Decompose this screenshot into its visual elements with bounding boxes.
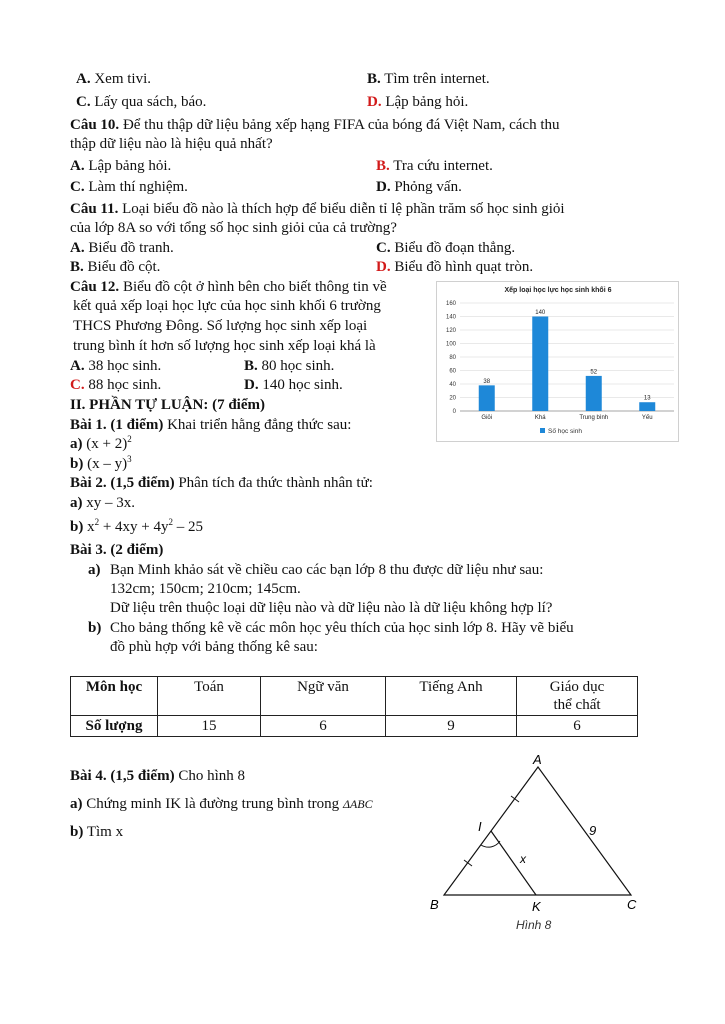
q11-option-d (376, 258, 533, 276)
q10-option-a (70, 157, 171, 175)
q9-option-a-text: Xem tivi. (90, 71, 152, 87)
legend-swatch (540, 428, 545, 433)
q10-stem-line2: thập dữ liệu nào là hiệu quả nhất? (70, 136, 273, 152)
bai1-a-expr: (x + 2) (82, 436, 128, 452)
bai1-b-letter: b) (70, 456, 84, 472)
q12-stem-line3 (73, 317, 367, 335)
bai2-a-expr: xy – 3x. (82, 495, 135, 511)
table-cell (517, 677, 638, 716)
table-cell-line2: thể chất (553, 697, 601, 713)
favorite-subjects-table (70, 676, 638, 737)
triangle-figure (420, 745, 650, 945)
label-c: C (627, 897, 637, 912)
x-category-label: Khá (534, 415, 546, 421)
table-cell: Tiếng Anh (386, 677, 517, 716)
bai3-b-line2: đồ phù hợp với bảng thống kê sau: (110, 639, 318, 655)
bai2-b-term1: x (83, 519, 95, 535)
q10-option-d (376, 178, 462, 196)
q9-option-a (76, 70, 151, 88)
y-tick-label: 120 (445, 328, 456, 335)
table-header-count: Số lượng (71, 716, 158, 737)
bar (479, 385, 495, 411)
table-cell: 15 (158, 716, 261, 737)
q10-option-c-text: Làm thí nghiệm. (84, 179, 188, 195)
bai1-a-letter: a) (70, 436, 83, 452)
bai3-a-line3: Dữ liệu trên thuộc loại dữ liệu nào và dữ liệu nào là dữ liệu không hợp lí? (110, 600, 553, 616)
q10-option-a-text: Lập bảng hỏi. (84, 158, 172, 174)
q11-label: Câu 11. (70, 201, 119, 217)
y-tick-label: 0 (452, 409, 456, 416)
q10-option-b-letter: B. (376, 158, 390, 174)
q12-option-a-letter: A. (70, 358, 85, 374)
y-tick-label: 140 (445, 314, 456, 321)
bai3-b-letter: b) (88, 620, 102, 636)
angle-mark (481, 841, 500, 847)
bai1-heading (70, 416, 351, 434)
bai1-text: Khai triển hằng đẳng thức sau: (163, 417, 352, 433)
bar (532, 317, 548, 412)
bai2-a (70, 494, 135, 512)
bar-value-label: 13 (643, 395, 651, 402)
table-cell: 9 (386, 716, 517, 737)
q12-label: Câu 12. (70, 279, 120, 295)
table-cell-line1: Giáo dục (549, 679, 605, 695)
legend-label: Số học sinh (548, 428, 582, 435)
q12-option-d (244, 376, 343, 394)
q9-option-a-letter: A. (76, 71, 91, 87)
q12-option-c-text: 88 học sinh. (84, 377, 162, 393)
bai1-b-expr: (x – y) (83, 456, 128, 472)
q9-option-b-letter: B. (367, 71, 381, 87)
q12-line1-text: Biểu đồ cột ở hình bên cho biết thông tin về (119, 279, 387, 295)
q12-option-a (70, 357, 161, 375)
q11-stem-line1 (70, 200, 565, 218)
bar-value-label: 38 (483, 378, 491, 385)
y-tick-label: 60 (449, 368, 456, 375)
q11-option-a-letter: A. (70, 240, 85, 256)
q10-option-d-text: Phỏng vấn. (390, 179, 462, 195)
bai2-text: Phân tích đa thức thành nhân tử: (174, 475, 373, 491)
q12-option-d-letter: D. (244, 377, 259, 393)
q11-option-b-letter: B. (70, 259, 84, 275)
figure-caption: Hình 8 (516, 918, 552, 932)
q12-option-d-text: 140 học sinh. (258, 377, 343, 393)
q11-option-a-text: Biểu đồ tranh. (84, 240, 174, 256)
tick-mark-ai (511, 796, 519, 802)
bai2-label: Bài 2. (1,5 điểm) (70, 475, 175, 491)
bai2-b-exp1: 2 (94, 517, 100, 527)
bai2-b (70, 518, 203, 536)
chart-title: Xếp loại học lực học sinh khối 6 (504, 287, 612, 294)
q12-option-c-letter: C. (70, 377, 85, 393)
q10-option-b (376, 157, 493, 175)
segment-ik (491, 831, 536, 895)
table-row (71, 677, 638, 716)
label-side-ac: 9 (589, 823, 597, 838)
bai4-b-letter: b) (70, 824, 84, 840)
q11-option-c-text: Biểu đồ đoạn thẳng. (390, 240, 516, 256)
bai2-heading (70, 474, 373, 492)
bar-value-label: 140 (535, 310, 546, 316)
bai1-a-exponent: 2 (127, 434, 132, 444)
bai3-b-line1: Cho bảng thống kê về các môn học yêu thích của học sinh lớp 8. Hãy vẽ biểu (110, 620, 574, 636)
bai1-label: Bài 1. (1 điểm) (70, 417, 164, 433)
q11-stem-line2: của lớp 8A so với tổng số học sinh giỏi của cả trường? (70, 220, 397, 236)
bai4-a-triangle: ΔABC (342, 797, 373, 811)
bai3-a-line2: 132cm; 150cm; 210cm; 145cm. (110, 581, 301, 597)
q11-option-c (376, 239, 515, 257)
q11-option-b (70, 258, 160, 276)
q11-option-a (70, 239, 174, 257)
label-x: x (520, 852, 526, 866)
x-category-label: Giỏi (481, 415, 493, 421)
q10-option-b-text: Tra cứu internet. (389, 158, 493, 174)
bar (639, 402, 655, 411)
part2-heading: II. PHẦN TỰ LUẬN: (7 điểm) (70, 397, 265, 413)
x-category-label: Trung bình (579, 415, 609, 421)
y-tick-label: 80 (449, 355, 456, 362)
bar-value-label: 52 (590, 369, 598, 376)
q12-option-b (244, 357, 334, 375)
q10-stem-line1 (70, 116, 560, 134)
bai3-heading: Bài 3. (2 điểm) (70, 542, 164, 558)
q10-line1-text: Để thu thập dữ liệu bảng xếp hạng FIFA của bóng đá Việt Nam, cách thu (119, 117, 560, 133)
tick-mark-ib (464, 860, 472, 866)
q12-option-b-text: 80 học sinh. (257, 358, 335, 374)
bai3-a-line1: Bạn Minh khảo sát về chiều cao các bạn lớp 8 thu được dữ liệu như sau: (110, 562, 544, 578)
table-row (71, 716, 638, 737)
q11-option-d-text: Biểu đồ hình quạt tròn. (390, 259, 534, 275)
bai4-b (70, 823, 123, 841)
bai4-b-text: Tìm x (83, 824, 124, 840)
q9-option-d-letter: D. (367, 94, 382, 110)
bai2-b-term2: + 4xy + 4y (99, 519, 169, 535)
bai3-a-letter: a) (88, 562, 101, 578)
bai4-a-letter: a) (70, 796, 83, 812)
label-i: I (478, 819, 482, 834)
label-a: A (533, 752, 542, 767)
bai4-a-text: Chứng minh IK là đường trung bình trong (82, 796, 343, 812)
q12-line3-text: . Số lượng học sinh xếp loại (199, 318, 368, 334)
q10-option-a-letter: A. (70, 158, 85, 174)
q11-option-b-text: Biểu đồ cột. (83, 259, 161, 275)
table-cell: Ngữ văn (261, 677, 386, 716)
y-tick-label: 160 (445, 301, 456, 308)
q12-stem-line1 (70, 278, 387, 296)
q11-option-c-letter: C. (376, 240, 391, 256)
bai1-a (70, 435, 132, 453)
q12-option-b-letter: B. (244, 358, 258, 374)
bai2-b-term3: – 25 (173, 519, 204, 535)
bai4-heading (70, 767, 245, 785)
bar (586, 376, 602, 411)
table-cell: 6 (517, 716, 638, 737)
y-tick-label: 40 (449, 382, 456, 389)
y-tick-label: 100 (445, 341, 456, 348)
q9-option-d-text: Lập bảng hỏi. (381, 94, 469, 110)
q11-option-d-letter: D. (376, 259, 391, 275)
triangle-abc (444, 767, 631, 895)
table-header-subject: Môn học (71, 677, 158, 716)
q9-option-c-text: Lấy qua sách, báo. (90, 94, 207, 110)
y-tick-label: 20 (449, 395, 456, 402)
q9-option-d (367, 93, 468, 111)
q9-option-b (367, 70, 490, 88)
bai1-b-exponent: 3 (127, 454, 132, 464)
bai4-label: Bài 4. (1,5 điểm) (70, 768, 175, 784)
bai1-b (70, 455, 132, 473)
table-cell: 6 (261, 716, 386, 737)
bai2-b-letter: b) (70, 519, 84, 535)
q9-option-c (76, 93, 206, 111)
table-cell: Toán (158, 677, 261, 716)
bai2-a-letter: a) (70, 495, 83, 511)
q10-option-d-letter: D. (376, 179, 391, 195)
q11-line1-text: Loại biểu đồ nào là thích hợp để biểu diễn tỉ lệ phần trăm số học sinh giỏi (118, 201, 565, 217)
x-category-label: Yếu (641, 415, 653, 421)
q12-stem-line4: trung bình ít hơn số lượng học sinh xếp loại khá là (73, 338, 376, 354)
grade-bar-chart (436, 281, 680, 443)
q12-stem-line2: kết quả xếp loại học lực của học sinh khối 6 trường (73, 298, 381, 314)
bai2-b-exp2: 2 (168, 517, 174, 527)
q10-option-c-letter: C. (70, 179, 85, 195)
q12-school-name: THCS Phương Đông (73, 318, 200, 334)
bai4-a (70, 795, 373, 813)
q9-option-b-text: Tìm trên internet. (380, 71, 490, 87)
label-b: B (430, 897, 439, 912)
q12-option-c (70, 376, 161, 394)
bai4-text: Cho hình 8 (174, 768, 246, 784)
q9-option-c-letter: C. (76, 94, 91, 110)
label-k: K (532, 899, 541, 914)
q10-option-c (70, 178, 188, 196)
q10-label: Câu 10. (70, 117, 120, 133)
q12-option-a-text: 38 học sinh. (84, 358, 162, 374)
